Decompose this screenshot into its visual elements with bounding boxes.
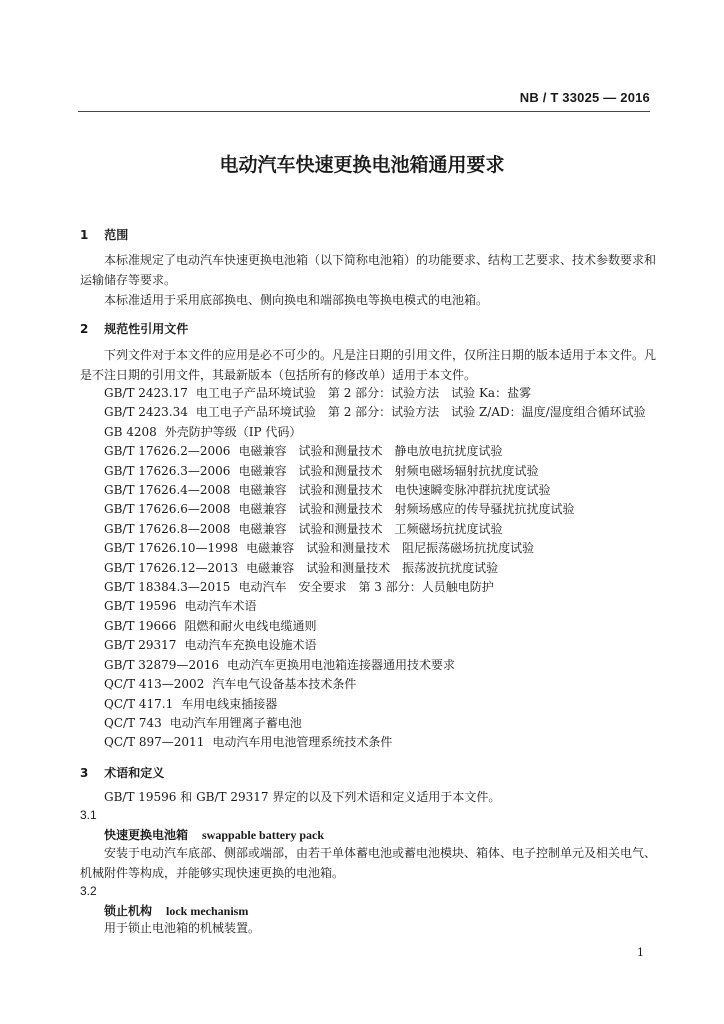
reference-title: 电动汽车用电池管理系统技术条件 — [212, 735, 393, 750]
header-rule — [78, 111, 650, 112]
reference-code: GB/T 17626.6—2008 — [104, 502, 231, 517]
reference-item — [104, 462, 646, 481]
reference-code: QC/T 897—2011 — [104, 735, 205, 750]
reference-item — [104, 597, 646, 616]
term-3-2 — [104, 902, 248, 919]
reference-item — [104, 636, 646, 655]
reference-title: 电工电子产品环境试验 第 2 部分：试验方法 试验 Z/AD：温度/湿度组合循环试验 — [195, 405, 646, 420]
reference-item — [104, 384, 646, 403]
reference-title: 电磁兼容 试验和测量技术 射频电磁场辐射抗扰度试验 — [238, 463, 539, 478]
reference-code: GB/T 2423.17 — [104, 386, 188, 400]
section-1-title: 范围 — [104, 228, 129, 242]
section-1-heading — [80, 226, 128, 243]
reference-code: GB/T 17626.2—2006 — [104, 444, 231, 459]
reference-code: GB/T 32879—2016 — [104, 657, 219, 672]
term-3-1-en: swappable battery pack — [202, 828, 325, 842]
scope-paragraph-2-text: 本标准适用于采用底部换电、侧向换电和端部换电等换电模式的电池箱。 — [104, 293, 489, 307]
reference-title: 电磁兼容 试验和测量技术 静电放电抗扰度试验 — [238, 444, 503, 459]
reference-title: 电磁兼容 试验和测量技术 射频场感应的传导骚扰抗扰度试验 — [238, 502, 575, 517]
reference-code: GB/T 19666 — [104, 618, 177, 633]
reference-title: 外壳防护等级（IP 代码） — [164, 424, 302, 439]
reference-title: 电动汽车 安全要求 第 3 部分：人员触电防护 — [238, 580, 494, 595]
reference-code: GB/T 18384.3—2015 — [104, 580, 231, 595]
reference-item — [104, 578, 646, 597]
reference-item — [104, 442, 646, 461]
reference-item — [104, 539, 646, 558]
section-3-number: 3 — [80, 766, 89, 780]
clause-number-3-2: 3.2 — [80, 884, 97, 898]
term-3-1 — [104, 826, 324, 843]
reference-item — [104, 481, 646, 500]
reference-title: 电磁兼容 试验和测量技术 工频磁场抗扰度试验 — [238, 521, 503, 536]
reference-item — [104, 559, 646, 578]
page-number: 1 — [637, 946, 644, 959]
reference-code: GB/T 17626.8—2008 — [104, 521, 231, 536]
section-3-heading — [80, 764, 164, 781]
definition-3-2-text: 用于锁止电池箱的机械装置。 — [104, 921, 261, 935]
reference-item — [104, 714, 646, 733]
section-1-number: 1 — [80, 228, 89, 242]
reference-title: 车用电线束插接器 — [181, 696, 278, 711]
reference-title: 电动汽车充换电设施术语 — [184, 638, 317, 653]
reference-code: GB/T 17626.12—2013 — [104, 560, 239, 575]
section-2-heading — [80, 320, 188, 337]
reference-title: 电工电子产品环境试验 第 2 部分：试验方法 试验 Ka：盐雾 — [195, 386, 532, 400]
reference-item — [104, 675, 646, 694]
reference-item — [104, 695, 646, 714]
normative-intro-text: 下列文件对于本文件的应用是必不可少的。凡是注日期的引用文件，仅所注日期的版本适用于本文件。凡是不注日期的引用文件，其最新版本（包括所有的修改单）适用于本文件。 — [80, 348, 657, 382]
section-2-title: 规范性引用文件 — [104, 322, 189, 336]
section-3-title: 术语和定义 — [104, 766, 165, 780]
term-3-1-cn: 快速更换电池箱 — [104, 828, 189, 842]
reference-item — [104, 403, 646, 422]
reference-item — [104, 423, 646, 442]
reference-code: QC/T 417.1 — [104, 696, 174, 711]
reference-code: GB/T 17626.10—1998 — [104, 541, 239, 556]
reference-item — [104, 520, 646, 539]
scope-paragraph-2 — [80, 290, 656, 310]
reference-code: GB/T 2423.34 — [104, 405, 188, 420]
reference-code: GB/T 17626.4—2008 — [104, 483, 231, 498]
reference-title: 阻燃和耐火电线电缆通则 — [184, 618, 317, 633]
reference-title: 电磁兼容 试验和测量技术 阻尼振荡磁场抗扰度试验 — [246, 541, 535, 556]
standard-number: NB / T 33025 — 2016 — [519, 90, 650, 105]
reference-code: GB 4208 — [104, 424, 157, 439]
reference-list — [104, 384, 646, 753]
terms-intro-text: GB/T 19596 和 GB/T 29317 界定的以及下列术语和定义适用于本文件。 — [104, 790, 501, 804]
reference-title: 电磁兼容 试验和测量技术 电快速瞬变脉冲群抗扰度试验 — [238, 483, 551, 498]
section-2-number: 2 — [80, 322, 89, 336]
scope-paragraph-1-text: 本标准规定了电动汽车快速更换电池箱（以下简称电池箱）的功能要求、结构工艺要求、技术参数要求和运输储存等要求。 — [80, 253, 657, 287]
reference-code: GB/T 17626.3—2006 — [104, 463, 231, 478]
reference-title: 电动汽车术语 — [184, 599, 257, 614]
normative-intro — [80, 345, 656, 385]
term-3-2-en: lock mechanism — [166, 904, 249, 918]
document-title: 电动汽车快速更换电池箱通用要求 — [219, 154, 505, 176]
reference-item — [104, 656, 646, 675]
reference-item — [104, 733, 646, 752]
scope-paragraph-1 — [80, 250, 656, 290]
reference-code: GB/T 19596 — [104, 599, 177, 614]
reference-code: GB/T 29317 — [104, 638, 177, 653]
reference-title: 电磁兼容 试验和测量技术 振荡波抗扰度试验 — [246, 560, 499, 575]
definition-3-1-text: 安装于电动汽车底部、侧部或端部，由若干单体蓄电池或蓄电池模块、箱体、电子控制单元及相关电气、机械附件等构成，并能够实现快速更换的电池箱。 — [80, 846, 657, 880]
definition-3-1 — [80, 843, 656, 883]
reference-title: 汽车电气设备基本技术条件 — [212, 677, 357, 692]
terms-intro — [80, 787, 656, 807]
definition-3-2 — [80, 918, 656, 938]
reference-item — [104, 500, 646, 519]
term-3-2-cn: 锁止机构 — [104, 904, 153, 918]
reference-code: QC/T 413—2002 — [104, 677, 205, 692]
reference-title: 电动汽车用锂离子蓄电池 — [169, 715, 302, 730]
reference-code: QC/T 743 — [104, 715, 162, 730]
reference-title: 电动汽车更换用电池箱连接器通用技术要求 — [226, 657, 455, 672]
clause-number-3-1: 3.1 — [80, 808, 97, 822]
reference-item — [104, 617, 646, 636]
